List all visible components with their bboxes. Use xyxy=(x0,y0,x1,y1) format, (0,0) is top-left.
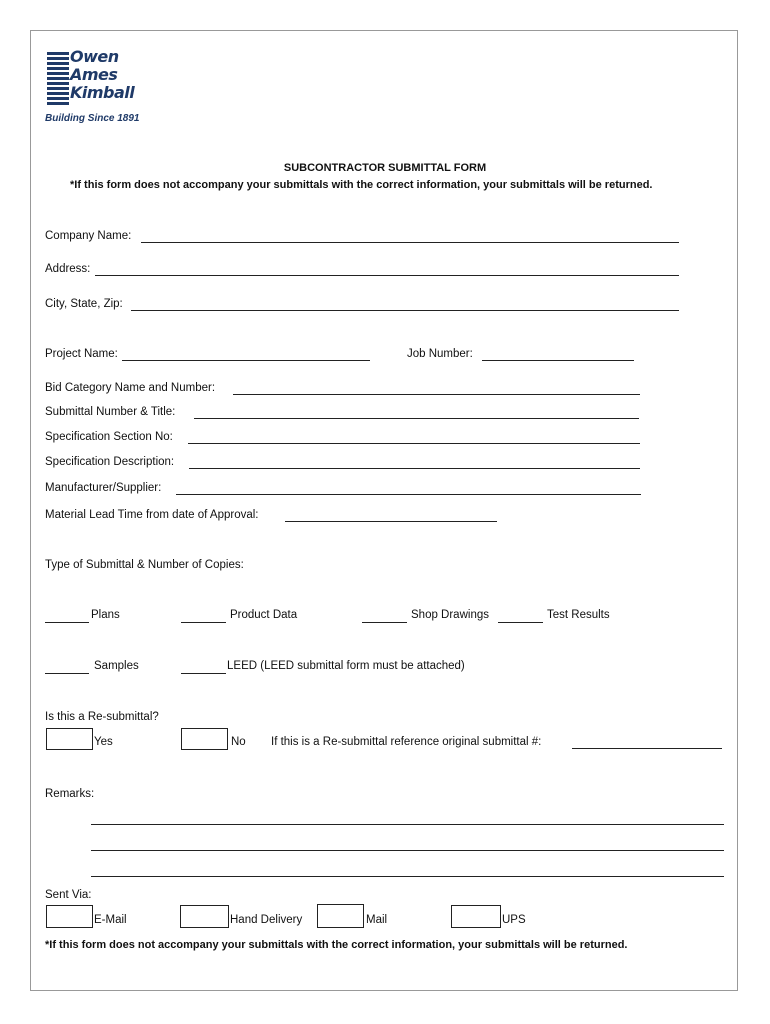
remarks-label: Remarks: xyxy=(45,788,95,800)
resubmittal-no-checkbox[interactable] xyxy=(181,728,228,750)
logo-tagline: Building Since 1891 xyxy=(45,113,140,124)
resubmittal-question: Is this a Re-submittal? xyxy=(45,711,159,723)
samples-label: Samples xyxy=(94,660,139,672)
sent-via-ups-label: UPS xyxy=(502,914,526,926)
submittal-number-field[interactable] xyxy=(194,418,639,419)
shop-drawings-copies-field[interactable] xyxy=(362,622,407,623)
job-number-field[interactable] xyxy=(482,360,634,361)
logo-word-owen: Owen xyxy=(70,47,119,66)
product-data-label: Product Data xyxy=(230,609,298,621)
submittal-type-heading: Type of Submittal & Number of Copies: xyxy=(45,559,244,571)
resubmittal-no-label: No xyxy=(231,736,246,748)
spec-section-label: Specification Section No: xyxy=(45,431,173,443)
manufacturer-field[interactable] xyxy=(176,494,641,495)
bid-category-field[interactable] xyxy=(233,394,640,395)
spec-description-label: Specification Description: xyxy=(45,456,175,468)
shop-drawings-label: Shop Drawings xyxy=(411,609,489,621)
logo-stripes-icon xyxy=(47,52,69,108)
spec-description-field[interactable] xyxy=(189,468,640,469)
project-name-field[interactable] xyxy=(122,360,370,361)
company-name-field[interactable] xyxy=(141,242,679,243)
leed-copies-field[interactable] xyxy=(181,673,226,674)
resubmittal-reference-field[interactable] xyxy=(572,748,722,749)
resubmittal-yes-label: Yes xyxy=(94,736,113,748)
sent-via-email-label: E-Mail xyxy=(94,914,127,926)
address-field[interactable] xyxy=(95,275,679,276)
remarks-line-1[interactable] xyxy=(91,824,724,825)
sent-via-label: Sent Via: xyxy=(45,889,92,901)
leed-label: LEED (LEED submittal form must be attached) xyxy=(227,660,465,672)
header-warning: *If this form does not accompany your submittals with the correct information, your submittals will be returned. xyxy=(70,179,653,191)
resubmittal-yes-checkbox[interactable] xyxy=(46,728,93,750)
test-results-label: Test Results xyxy=(547,609,610,621)
manufacturer-label: Manufacturer/Supplier: xyxy=(45,482,162,494)
sent-via-ups-checkbox[interactable] xyxy=(451,905,501,928)
spec-section-field[interactable] xyxy=(188,443,640,444)
footer-warning: *If this form does not accompany your submittals with the correct information, your submittals will be returned. xyxy=(45,939,628,951)
sent-via-hand-delivery-label: Hand Delivery xyxy=(230,914,303,926)
bid-category-label: Bid Category Name and Number: xyxy=(45,382,216,394)
lead-time-field[interactable] xyxy=(285,521,497,522)
remarks-line-3[interactable] xyxy=(91,876,724,877)
sent-via-mail-checkbox[interactable] xyxy=(317,904,364,928)
test-results-copies-field[interactable] xyxy=(498,622,543,623)
plans-label: Plans xyxy=(91,609,120,621)
sent-via-email-checkbox[interactable] xyxy=(46,905,93,928)
project-name-label: Project Name: xyxy=(45,348,118,360)
company-name-label: Company Name: xyxy=(45,230,132,242)
city-state-zip-field[interactable] xyxy=(131,310,679,311)
resubmittal-reference-label: If this is a Re-submittal reference original submittal #: xyxy=(271,736,542,748)
sent-via-hand-delivery-checkbox[interactable] xyxy=(180,905,229,928)
address-label: Address: xyxy=(45,263,91,275)
product-data-copies-field[interactable] xyxy=(181,622,226,623)
logo-word-kimball: Kimball xyxy=(70,83,135,102)
submittal-number-label: Submittal Number & Title: xyxy=(45,406,176,418)
sent-via-mail-label: Mail xyxy=(366,914,388,926)
city-state-zip-label: City, State, Zip: xyxy=(45,298,123,310)
remarks-line-2[interactable] xyxy=(91,850,724,851)
logo-word-ames: Ames xyxy=(70,65,118,84)
job-number-label: Job Number: xyxy=(407,348,473,360)
plans-copies-field[interactable] xyxy=(45,622,89,623)
lead-time-label: Material Lead Time from date of Approval: xyxy=(45,509,259,521)
samples-copies-field[interactable] xyxy=(45,673,89,674)
form-title: SUBCONTRACTOR SUBMITTAL FORM xyxy=(283,162,487,174)
